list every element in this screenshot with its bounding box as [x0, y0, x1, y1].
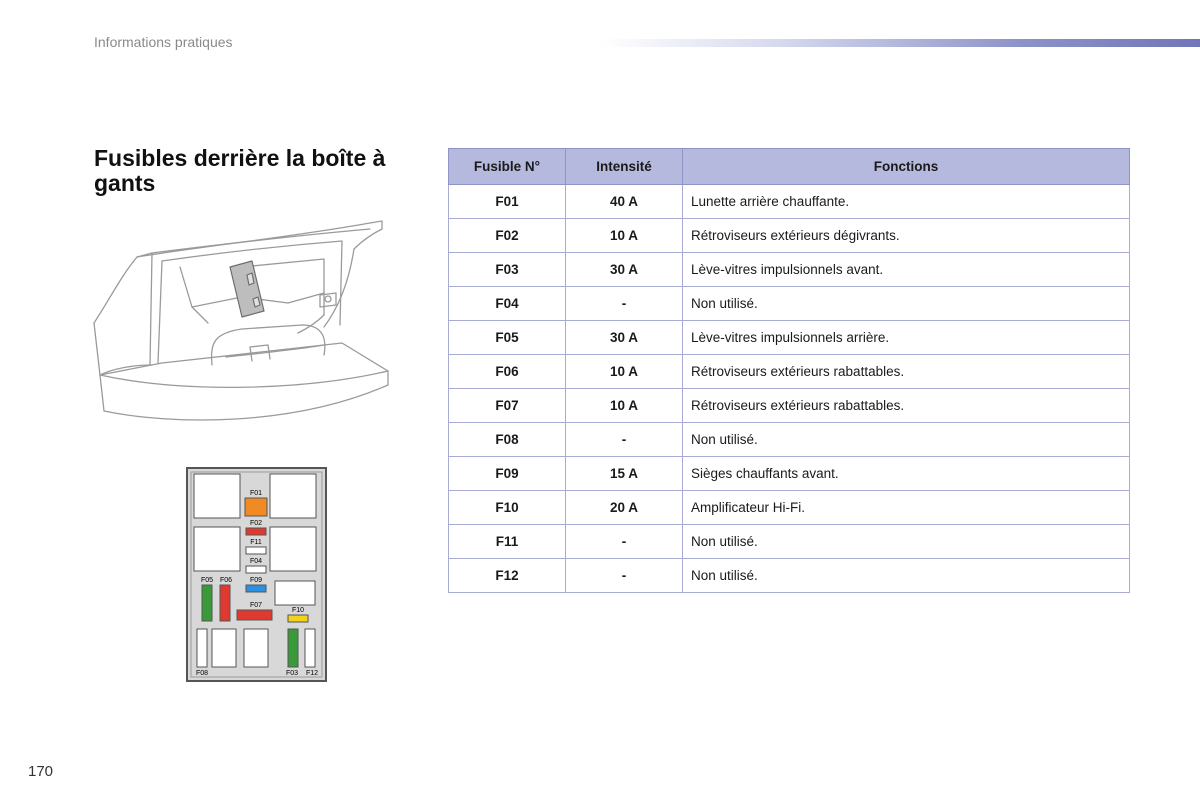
table-row [449, 185, 1130, 219]
function-cell: Rétroviseurs extérieurs dégivrants. [683, 219, 1130, 253]
function-cell: Lève-vitres impulsionnels avant. [683, 253, 1130, 287]
function-cell: Non utilisé. [683, 559, 1130, 593]
intensity-cell: - [566, 423, 683, 457]
table-row [449, 219, 1130, 253]
fuse-f07 [237, 610, 272, 620]
fuse-label-f12: F12 [305, 670, 319, 677]
function-cell: Non utilisé. [683, 423, 1130, 457]
section-title: Fusibles derrière la boîte à gants [94, 145, 386, 196]
function-cell: Rétroviseurs extérieurs rabattables. [683, 389, 1130, 423]
table-row [449, 287, 1130, 321]
intensity-cell: 30 A [566, 321, 683, 355]
fuse-f12 [305, 629, 315, 667]
table-row [449, 491, 1130, 525]
fuse-label-f10: F10 [291, 607, 305, 614]
fuse-label-f03: F03 [285, 670, 299, 677]
header-functions: Fonctions [683, 149, 1130, 185]
header-intensity: Intensité [566, 149, 683, 185]
relay-slot [212, 629, 236, 667]
intensity-cell: 10 A [566, 389, 683, 423]
function-cell: Non utilisé. [683, 525, 1130, 559]
table-header-row [449, 149, 1130, 185]
fuse-box-diagram [186, 467, 327, 682]
fuse-label-f01: F01 [249, 490, 263, 497]
fuse-label-f05: F05 [200, 577, 214, 584]
table-row [449, 423, 1130, 457]
table-row [449, 321, 1130, 355]
fuse-number-cell: F01 [449, 185, 566, 219]
fuse-label-f08: F08 [195, 670, 209, 677]
function-cell: Non utilisé. [683, 287, 1130, 321]
fuse-number-cell: F09 [449, 457, 566, 491]
fuse-label-f11: F11 [250, 539, 262, 546]
relay-slot [270, 474, 316, 518]
fuse-number-cell: F08 [449, 423, 566, 457]
intensity-cell: 10 A [566, 355, 683, 389]
relay-slot [275, 581, 315, 605]
fuse-f03 [288, 629, 298, 667]
fuse-number-cell: F07 [449, 389, 566, 423]
fuse-number-cell: F04 [449, 287, 566, 321]
function-cell: Lunette arrière chauffante. [683, 185, 1130, 219]
intensity-cell: - [566, 287, 683, 321]
fuse-f04 [246, 566, 266, 573]
glovebox-illustration [92, 215, 392, 435]
fuse-label-f07: F07 [249, 602, 263, 609]
fuse-label-f09: F09 [249, 577, 263, 584]
function-cell: Amplificateur Hi-Fi. [683, 491, 1130, 525]
table-row [449, 525, 1130, 559]
header-fuse-number: Fusible N° [449, 149, 566, 185]
fuse-f02 [246, 528, 266, 535]
fuse-f09 [246, 585, 266, 592]
fuse-f06 [220, 585, 230, 621]
fuse-f01 [245, 498, 267, 516]
fuse-number-cell: F05 [449, 321, 566, 355]
fuse-number-cell: F12 [449, 559, 566, 593]
fuse-label-f06: F06 [219, 577, 233, 584]
header-accent-bar [600, 39, 1200, 47]
fuse-f08 [197, 629, 207, 667]
fuse-f11 [246, 547, 266, 554]
section-header-label: Informations pratiques [94, 34, 233, 50]
table-row [449, 355, 1130, 389]
table-row [449, 559, 1130, 593]
fuse-label-f02: F02 [249, 520, 263, 527]
function-cell: Rétroviseurs extérieurs rabattables. [683, 355, 1130, 389]
relay-slot [194, 474, 240, 518]
intensity-cell: - [566, 559, 683, 593]
intensity-cell: 15 A [566, 457, 683, 491]
fuse-number-cell: F11 [449, 525, 566, 559]
fuse-f05 [202, 585, 212, 621]
fuse-number-cell: F02 [449, 219, 566, 253]
function-cell: Lève-vitres impulsionnels arrière. [683, 321, 1130, 355]
fuse-number-cell: F10 [449, 491, 566, 525]
fuse-number-cell: F03 [449, 253, 566, 287]
relay-slot [244, 629, 268, 667]
relay-slot [270, 527, 316, 571]
fuse-label-f04: F04 [249, 558, 263, 565]
intensity-cell: 10 A [566, 219, 683, 253]
relay-slot [194, 527, 240, 571]
fuse-cover-icon [230, 261, 264, 317]
fuse-f10 [288, 615, 308, 622]
intensity-cell: 30 A [566, 253, 683, 287]
fuse-number-cell: F06 [449, 355, 566, 389]
fuse-table [448, 148, 1130, 593]
function-cell: Sièges chauffants avant. [683, 457, 1130, 491]
intensity-cell: 40 A [566, 185, 683, 219]
table-row [449, 253, 1130, 287]
page-number: 170 [28, 763, 54, 780]
table-row [449, 389, 1130, 423]
table-row [449, 457, 1130, 491]
intensity-cell: 20 A [566, 491, 683, 525]
intensity-cell: - [566, 525, 683, 559]
